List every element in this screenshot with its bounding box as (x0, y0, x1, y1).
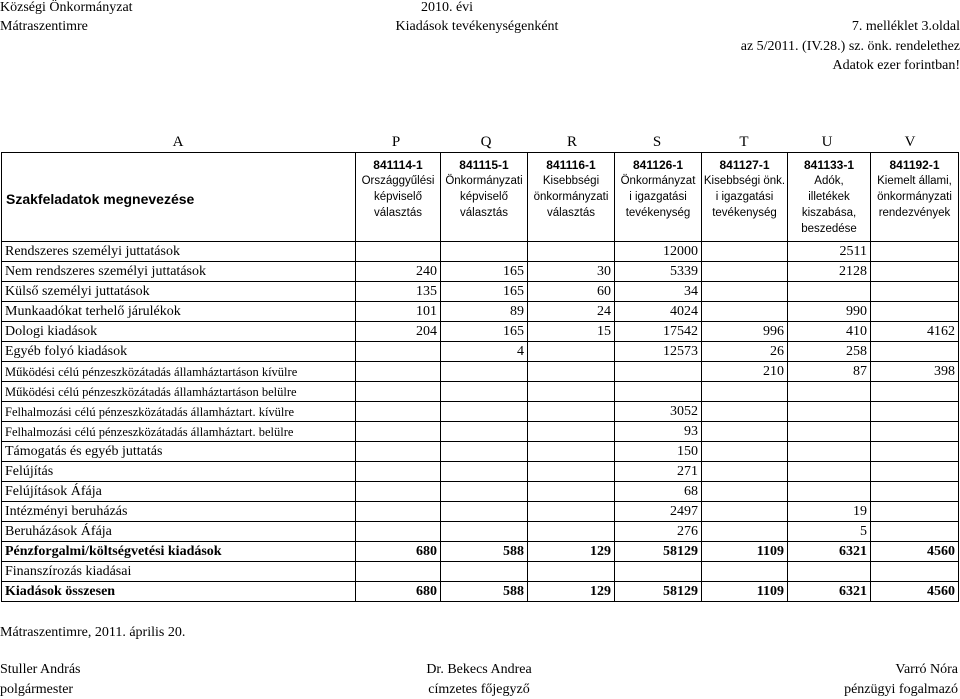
table-cell (871, 342, 959, 362)
name-column-header: Szakfeladatok megnevezése (2, 153, 356, 242)
table-cell: 276 (615, 522, 702, 542)
table-cell (441, 502, 528, 522)
column-description-line: választás (547, 207, 595, 219)
row-label: Finanszírozás kiadásai (2, 562, 356, 582)
column-description-line: beszedése (801, 223, 857, 235)
table-cell: 398 (871, 362, 959, 382)
column-header (528, 153, 615, 242)
table-cell (615, 382, 702, 402)
municipality-name: Községi Önkormányzat (0, 0, 133, 15)
table-cell: 410 (788, 322, 871, 342)
column-description-line: Kiemelt állami, (877, 175, 952, 187)
column-letter: V (904, 134, 916, 150)
table-cell (702, 242, 788, 262)
column-description-line: Kisebbségi (542, 175, 600, 187)
table-cell (441, 522, 528, 542)
table-cell: 210 (702, 362, 788, 382)
table-cell (702, 282, 788, 302)
table-cell (702, 382, 788, 402)
table-cell (528, 382, 615, 402)
column-description-line: kiszabása, (801, 207, 857, 219)
table-cell (356, 462, 441, 482)
table-cell: 12573 (615, 342, 702, 362)
table-row (2, 402, 959, 422)
table-cell (702, 482, 788, 502)
table-cell: 204 (356, 322, 441, 342)
table-cell (871, 242, 959, 262)
table-cell (528, 242, 615, 262)
table-cell (356, 402, 441, 422)
table-cell: 15 (528, 322, 615, 342)
table-row (2, 542, 959, 562)
table-cell: 4 (441, 342, 528, 362)
table-cell: 150 (615, 442, 702, 462)
table-row (2, 322, 959, 342)
row-label: Felújítások Áfája (2, 482, 356, 502)
table-cell: 165 (441, 262, 528, 282)
place-date: Mátraszentimre, 2011. április 20. (0, 625, 186, 640)
column-letter: S (652, 134, 662, 150)
table-cell (788, 482, 871, 502)
column-header-content (529, 157, 613, 221)
column-code: 841116-1 (546, 158, 596, 172)
annex-reference: 7. melléklet 3.oldal (851, 19, 960, 34)
table-cell (702, 422, 788, 442)
table-cell: 30 (528, 262, 615, 282)
table-cell (528, 362, 615, 382)
table-cell (702, 262, 788, 282)
table-cell: 990 (788, 302, 871, 322)
table-cell (441, 422, 528, 442)
table-cell: 93 (615, 422, 702, 442)
expenditure-table (1, 152, 959, 602)
table-cell (441, 362, 528, 382)
table-header-row (2, 153, 959, 242)
table-cell (528, 522, 615, 542)
table-cell (356, 562, 441, 582)
column-code: 841133-1 (803, 158, 855, 172)
signatory-title: címzetes főjegyző (428, 682, 530, 697)
row-label: Támogatás és egyéb juttatás (2, 442, 356, 462)
signatory-title: pénzügyi fogalmazó (844, 682, 958, 697)
table-cell (702, 402, 788, 422)
table-cell (356, 242, 441, 262)
row-label: Intézményi beruházás (2, 502, 356, 522)
table-cell (441, 482, 528, 502)
column-description-line: Országgyűlési (361, 175, 435, 187)
table-cell: 2511 (788, 242, 871, 262)
table-cell (871, 302, 959, 322)
table-cell (871, 482, 959, 502)
column-header (871, 153, 959, 242)
table-cell (356, 502, 441, 522)
table-cell: 5339 (615, 262, 702, 282)
table-cell: 680 (356, 542, 441, 562)
table-cell (528, 502, 615, 522)
table-cell (871, 422, 959, 442)
table-cell (702, 522, 788, 542)
column-letter: T (739, 134, 749, 150)
table-cell (441, 382, 528, 402)
table-row (2, 382, 959, 402)
column-code: 841114-1 (373, 158, 423, 172)
row-label: Pénzforgalmi/költségvetési kiadások (2, 542, 356, 562)
table-cell (528, 462, 615, 482)
table-cell (788, 422, 871, 442)
table-cell (528, 402, 615, 422)
table-cell (871, 442, 959, 462)
table-cell (356, 482, 441, 502)
row-label: Működési célú pénzeszközátadás államháztartáson belülre (2, 382, 356, 402)
table-cell: 5 (788, 522, 871, 542)
table-row (2, 582, 959, 602)
table-cell (356, 422, 441, 442)
row-label: Rendszeres személyi juttatások (2, 242, 356, 262)
row-label: Működési célú pénzeszközátadás államháztartáson kívülre (2, 362, 356, 382)
table-cell (528, 562, 615, 582)
table-row (2, 502, 959, 522)
column-description-line: tevékenység (625, 207, 691, 219)
table-cell: 2497 (615, 502, 702, 522)
table-cell: 135 (356, 282, 441, 302)
column-header-content (616, 157, 700, 221)
table-row (2, 342, 959, 362)
table-cell (356, 382, 441, 402)
table-cell: 271 (615, 462, 702, 482)
row-label: Beruházások Áfája (2, 522, 356, 542)
row-label: Dologi kiadások (2, 322, 356, 342)
table-cell: 4560 (871, 542, 959, 562)
column-code: 841126-1 (632, 158, 684, 172)
table-row (2, 282, 959, 302)
table-cell (356, 442, 441, 462)
column-letter: U (821, 134, 833, 150)
table-cell (788, 462, 871, 482)
column-description-line: választás (374, 207, 422, 219)
column-description-line: i igazgatási (715, 191, 774, 203)
table-cell: 58129 (615, 542, 702, 562)
row-label: Kiadások összesen (2, 582, 356, 602)
column-code: 841115-1 (459, 158, 509, 172)
column-description-line: önkormányzati (877, 191, 952, 203)
table-cell: 129 (528, 582, 615, 602)
column-description-line: rendezvények (878, 207, 951, 219)
table-cell (441, 442, 528, 462)
table-cell: 996 (702, 322, 788, 342)
table-cell (788, 442, 871, 462)
table-row (2, 422, 959, 442)
table-cell: 4162 (871, 322, 959, 342)
signatory-name: Stuller András (0, 662, 81, 677)
report-title: Kiadások tevékenységenként (395, 19, 559, 34)
table-cell (871, 382, 959, 402)
table-cell: 24 (528, 302, 615, 322)
table-row (2, 462, 959, 482)
column-letter: P (391, 134, 401, 150)
table-cell (441, 242, 528, 262)
table-cell: 165 (441, 282, 528, 302)
table-row (2, 522, 959, 542)
column-description-line: Kisebbségi önk. (703, 175, 786, 187)
table-cell: 58129 (615, 582, 702, 602)
table-cell: 258 (788, 342, 871, 362)
table-cell: 87 (788, 362, 871, 382)
table-cell (441, 402, 528, 422)
table-cell (788, 282, 871, 302)
table-cell (441, 462, 528, 482)
column-description-line: i igazgatási (629, 191, 687, 203)
column-letter: Q (480, 134, 492, 150)
row-label: Felújítás (2, 462, 356, 482)
column-description-line: illetékek (808, 191, 850, 203)
column-description-line: választás (460, 207, 508, 219)
column-header (788, 153, 871, 242)
column-description-line: képviselő (460, 191, 508, 203)
table-cell (356, 342, 441, 362)
table-row (2, 262, 959, 282)
table-cell: 680 (356, 582, 441, 602)
table-cell: 60 (528, 282, 615, 302)
table-cell (615, 562, 702, 582)
table-cell (702, 302, 788, 322)
table-cell: 12000 (615, 242, 702, 262)
table-cell (788, 402, 871, 422)
table-row (2, 302, 959, 322)
table-cell (702, 442, 788, 462)
table-cell (788, 382, 871, 402)
table-cell: 129 (528, 542, 615, 562)
table-cell (528, 482, 615, 502)
table-cell: 26 (702, 342, 788, 362)
column-code: 841127-1 (719, 158, 770, 172)
table-cell: 1109 (702, 582, 788, 602)
table-cell: 588 (441, 542, 528, 562)
table-cell: 3052 (615, 402, 702, 422)
table-cell (356, 362, 441, 382)
table-cell: 1109 (702, 542, 788, 562)
column-letter: A (172, 134, 184, 150)
table-cell: 34 (615, 282, 702, 302)
column-letter-row (0, 134, 960, 152)
table-cell: 240 (356, 262, 441, 282)
table-cell (528, 422, 615, 442)
table-cell: 2128 (788, 262, 871, 282)
row-label: Nem rendszeres személyi juttatások (2, 262, 356, 282)
table-cell (702, 562, 788, 582)
decree-reference: az 5/2011. (IV.28.) sz. önk. rendelethez (740, 39, 960, 54)
municipality-town: Mátraszentimre (0, 19, 88, 34)
table-cell (871, 282, 959, 302)
table-cell: 17542 (615, 322, 702, 342)
table-cell (356, 522, 441, 542)
row-label: Felhalmozási célú pénzeszközátadás államháztart. belülre (2, 422, 356, 442)
table-cell (441, 562, 528, 582)
column-header-content (357, 157, 439, 221)
row-label: Külső személyi juttatások (2, 282, 356, 302)
table-cell: 588 (441, 582, 528, 602)
table-cell (528, 342, 615, 362)
column-description-line: Önkormányzat (620, 175, 696, 187)
table-cell: 165 (441, 322, 528, 342)
table-cell (788, 562, 871, 582)
table-cell: 6321 (788, 542, 871, 562)
column-header (441, 153, 528, 242)
table-cell (615, 362, 702, 382)
column-description-line: önkormányzati (533, 191, 609, 203)
table-cell (871, 562, 959, 582)
signatory-title: polgármester (0, 682, 74, 697)
column-header (356, 153, 441, 242)
table-cell (702, 462, 788, 482)
column-description-line: Önkormányzati (445, 175, 523, 187)
signatory-name: Varró Nóra (895, 662, 958, 677)
column-header (615, 153, 702, 242)
column-code: 841192-1 (889, 158, 940, 172)
table-row (2, 562, 959, 582)
table-cell (871, 462, 959, 482)
table-cell (871, 502, 959, 522)
table-row (2, 362, 959, 382)
table-row (2, 442, 959, 462)
table-cell: 101 (356, 302, 441, 322)
table-cell (528, 442, 615, 462)
column-description-line: képviselő (374, 191, 422, 203)
table-cell (871, 262, 959, 282)
row-label: Egyéb folyó kiadások (2, 342, 356, 362)
report-year: 2010. évi (420, 0, 474, 15)
table-row (2, 242, 959, 262)
table-cell: 89 (441, 302, 528, 322)
column-header-content (703, 157, 786, 221)
table-cell (871, 402, 959, 422)
table-cell: 68 (615, 482, 702, 502)
table-cell (871, 522, 959, 542)
table-cell: 6321 (788, 582, 871, 602)
column-letter: R (566, 134, 578, 150)
column-header-content (442, 157, 526, 221)
table-row (2, 482, 959, 502)
column-description-line: tevékenység (712, 207, 777, 219)
table-cell: 4560 (871, 582, 959, 602)
column-header-content (789, 157, 869, 237)
column-header-content (872, 157, 957, 221)
column-description-line: Adók, (814, 175, 844, 187)
row-label: Felhalmozási célú pénzeszközátadás államháztart. kívülre (2, 402, 356, 422)
row-label: Munkaadókat terhelő járulékok (2, 302, 356, 322)
table-cell: 19 (788, 502, 871, 522)
unit-note: Adatok ezer forintban! (832, 58, 960, 73)
signatory-name: Dr. Bekecs Andrea (426, 662, 532, 677)
column-header (702, 153, 788, 242)
table-cell: 4024 (615, 302, 702, 322)
table-cell (702, 502, 788, 522)
